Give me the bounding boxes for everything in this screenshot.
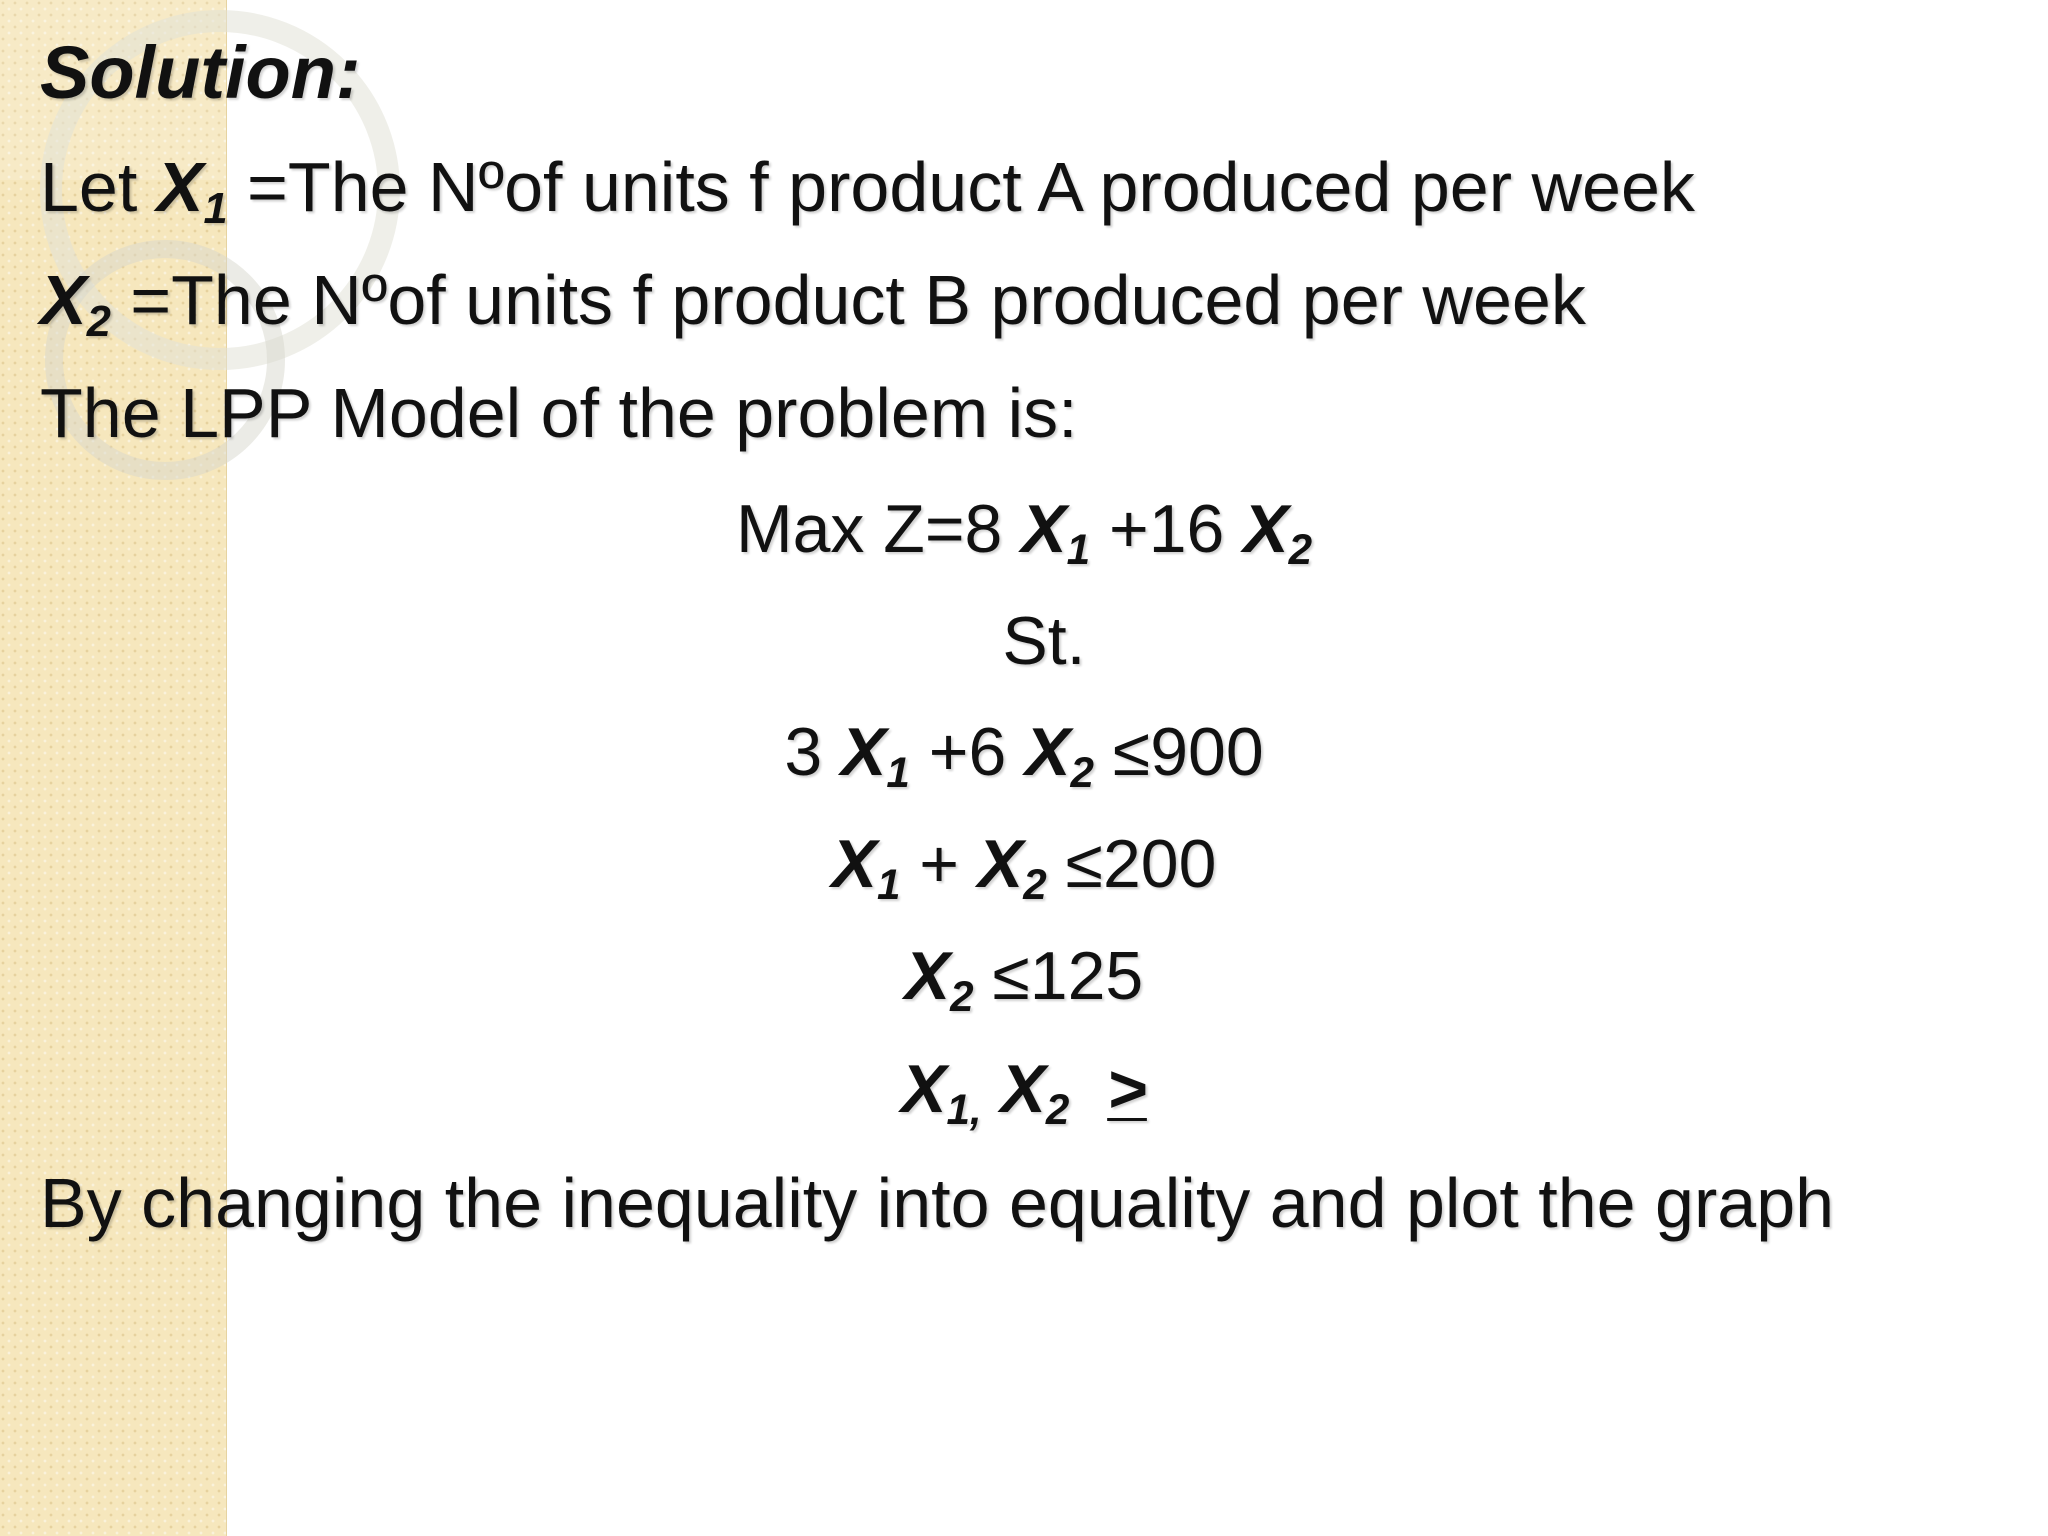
definition-x2 <box>40 261 1586 347</box>
closing-statement: By changing the inequality into equality and plot the graph <box>40 1164 1835 1242</box>
objective-function: Max Z=8 $X_1 +16$ $X_2$ <box>735 491 1313 573</box>
let-word: Let <box>40 148 138 226</box>
constraint-3: $X_2 \le 125$ <box>904 938 1144 1020</box>
x2-variable: $X_2$ <box>40 261 111 347</box>
x1-definition-text: =The Nºof units f product A produced per week <box>227 148 1695 226</box>
greater-equal-sign: > <box>1107 1051 1147 1127</box>
x2-definition-text: =The Nºof units f product B produced per week <box>110 261 1586 339</box>
slide-heading: Solution: <box>40 31 361 114</box>
nonnegativity-constraint: $X_{1,}$ $X_2$ > <box>901 1051 1147 1133</box>
constraint-1: 3 $X_1 +6$ $X_2 \le 900$ <box>784 714 1264 796</box>
definition-x1 <box>40 148 1695 234</box>
x1-variable: $X_1$ <box>156 148 228 234</box>
subject-to-label: St. <box>1002 603 1086 679</box>
constraint-2: $X_1 + X_2 \le 200$ <box>831 826 1217 908</box>
model-intro: The LPP Model of the problem is: <box>40 374 1078 452</box>
